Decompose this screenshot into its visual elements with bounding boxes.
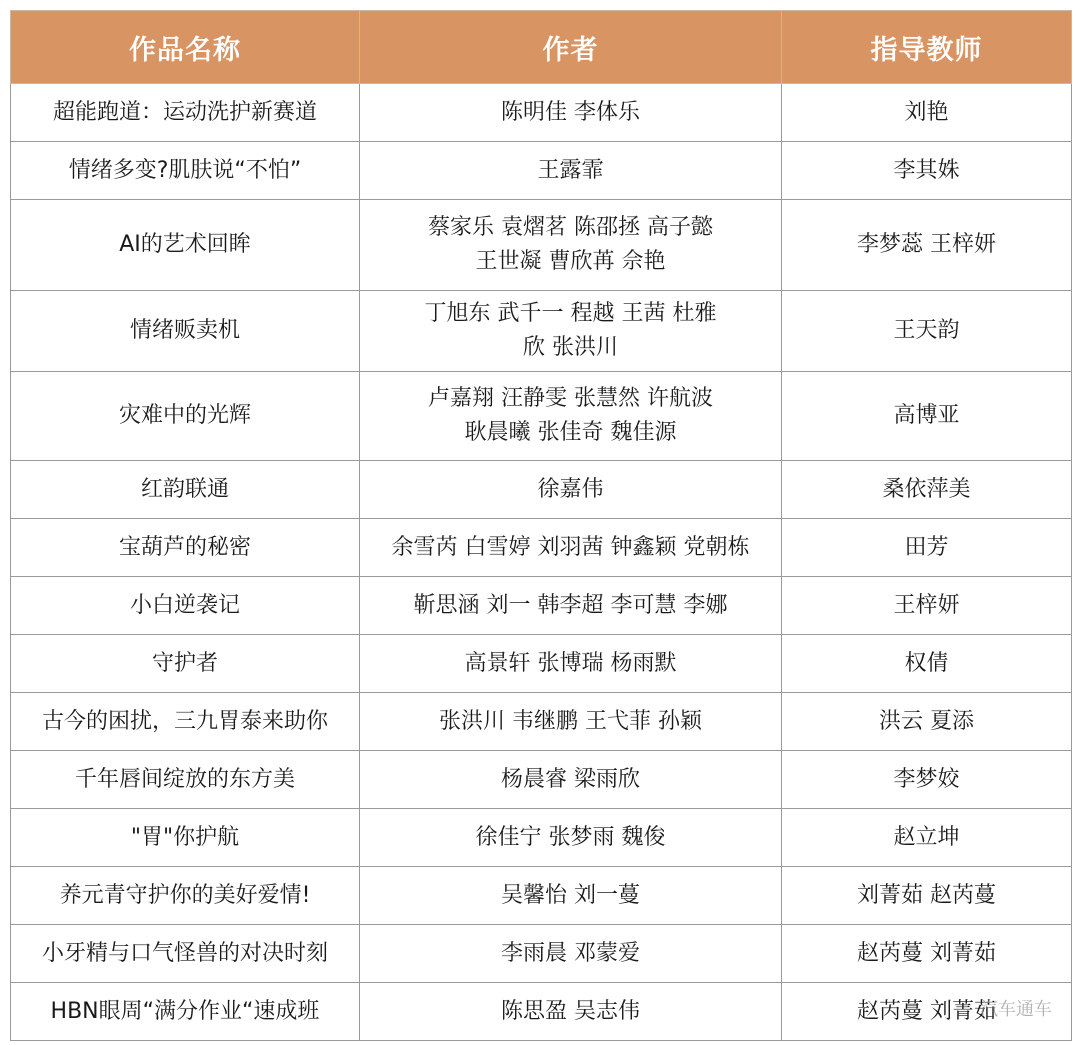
cell-work: HBN眼周“满分作业“速成班 <box>11 983 360 1041</box>
cell-work: "胃"你护航 <box>11 809 360 867</box>
table-row <box>11 751 1072 809</box>
cell-teacher: 田芳 <box>782 519 1072 577</box>
table-row <box>11 693 1072 751</box>
cell-teacher: 刘菁茹 赵芮蔓 <box>782 867 1072 925</box>
cell-teacher: 洪云 夏添 <box>782 693 1072 751</box>
cell-work: 小牙精与口气怪兽的对决时刻 <box>11 925 360 983</box>
cell-authors: 陈明佳 李体乐 <box>360 84 782 142</box>
awards-table <box>10 10 1072 1041</box>
cell-teacher: 桑依萍美 <box>782 461 1072 519</box>
cell-authors: 靳思涵 刘一 韩李超 李可慧 李娜 <box>360 577 782 635</box>
cell-work: 守护者 <box>11 635 360 693</box>
cell-authors: 张洪川 韦继鹏 王弋菲 孙颖 <box>360 693 782 751</box>
table-row <box>11 925 1072 983</box>
cell-teacher: 王天韵 <box>782 291 1072 372</box>
table-row <box>11 291 1072 372</box>
cell-teacher: 李梦蕊 王梓妍 <box>782 200 1072 291</box>
table-header-row <box>11 11 1072 84</box>
header-authors: 作者 <box>360 11 782 84</box>
cell-authors: 余雪芮 白雪婷 刘羽茜 钟鑫颖 党朝栋 <box>360 519 782 577</box>
cell-authors: 陈思盈 吴志伟 <box>360 983 782 1041</box>
cell-authors: 王露霏 <box>360 142 782 200</box>
header-work-title: 作品名称 <box>11 11 360 84</box>
cell-authors: 徐嘉伟 <box>360 461 782 519</box>
cell-authors: 蔡家乐 袁熠茗 陈邵拯 高子懿 王世凝 曹欣苒 佘艳 <box>360 200 782 291</box>
header-teacher: 指导教师 <box>782 11 1072 84</box>
table-row <box>11 84 1072 142</box>
cell-teacher: 高博亚 <box>782 372 1072 461</box>
cell-teacher: 李梦姣 <box>782 751 1072 809</box>
table-row <box>11 809 1072 867</box>
cell-work: 情绪多变?肌肤说“不怕” <box>11 142 360 200</box>
table-row <box>11 983 1072 1041</box>
cell-work: 古今的困扰，三九胃泰来助你 <box>11 693 360 751</box>
cell-teacher: 李其姝 <box>782 142 1072 200</box>
cell-teacher: 赵立坤 <box>782 809 1072 867</box>
cell-work: 宝葫芦的秘密 <box>11 519 360 577</box>
cell-teacher: 赵芮蔓 刘菁茹 <box>782 925 1072 983</box>
cell-authors: 李雨晨 邓蒙爱 <box>360 925 782 983</box>
awards-table-container <box>10 10 1071 1041</box>
table-row <box>11 519 1072 577</box>
cell-work: 红韵联通 <box>11 461 360 519</box>
watermark-text: 汽车通车 <box>980 999 1052 1020</box>
table-row <box>11 200 1072 291</box>
cell-work: 千年唇间绽放的东方美 <box>11 751 360 809</box>
cell-work: AI的艺术回眸 <box>11 200 360 291</box>
cell-authors: 杨晨睿 梁雨欣 <box>360 751 782 809</box>
cell-authors: 卢嘉翔 汪静雯 张慧然 许航波 耿晨曦 张佳奇 魏佳源 <box>360 372 782 461</box>
table-row <box>11 577 1072 635</box>
cell-teacher: 权倩 <box>782 635 1072 693</box>
cell-work: 灾难中的光辉 <box>11 372 360 461</box>
cell-teacher: 刘艳 <box>782 84 1072 142</box>
cell-work: 小白逆袭记 <box>11 577 360 635</box>
table-row <box>11 372 1072 461</box>
cell-work: 养元青守护你的美好爱情! <box>11 867 360 925</box>
table-row <box>11 635 1072 693</box>
table-row <box>11 867 1072 925</box>
cell-teacher: 王梓妍 <box>782 577 1072 635</box>
cell-work: 超能跑道：运动洗护新赛道 <box>11 84 360 142</box>
cell-authors: 高景轩 张博瑞 杨雨默 <box>360 635 782 693</box>
cell-teacher: 赵芮蔓 刘菁茹 <box>782 983 1072 1041</box>
table-row <box>11 142 1072 200</box>
cell-authors: 丁旭东 武千一 程越 王茜 杜雅 欣 张洪川 <box>360 291 782 372</box>
cell-authors: 徐佳宁 张梦雨 魏俊 <box>360 809 782 867</box>
cell-work: 情绪贩卖机 <box>11 291 360 372</box>
table-row <box>11 461 1072 519</box>
cell-authors: 吴馨怡 刘一蔓 <box>360 867 782 925</box>
